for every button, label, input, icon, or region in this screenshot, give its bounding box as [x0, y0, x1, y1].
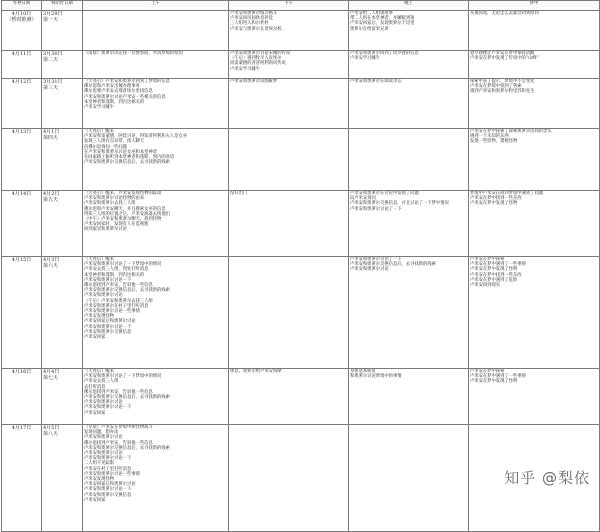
cell-line: 佛尔思找到卢米安，告诉他一些信息	[84, 440, 153, 446]
cell-outer-date	[2, 51, 42, 79]
cell-line: 卢米安和奥萝尔讨论一下	[84, 324, 132, 330]
cell-line: 第七天	[43, 375, 59, 381]
cell-line: 卢米安回房间休息补觉	[230, 16, 273, 22]
cell-line: 探索中获了提示，梦境中不会变化	[470, 79, 535, 84]
cell-line: 卢米安与奥萝尔在普埃尔校	[230, 26, 282, 32]
cell-afternoon	[229, 369, 349, 425]
cell-line: 卢米安去找三人组，到处打听消息	[84, 267, 149, 273]
header-afternoon: 下午	[229, 1, 349, 11]
cell-evening	[349, 79, 469, 129]
cell-line: 卢米安在梦中探索	[470, 369, 505, 374]
cell-line: （清晨）奥萝尔决定找一位警察间，弄清梦境的原因	[84, 51, 183, 56]
cell-line: 4月5日	[43, 425, 60, 431]
cell-afternoon	[229, 11, 349, 51]
table-row	[2, 191, 600, 257]
cell-outer-date	[2, 129, 42, 191]
cell-line: （中午）卢米安和奥萝尔聊天，找到怪物	[84, 217, 162, 223]
cell-line: 身体基本恢复	[350, 369, 376, 374]
cell-line: 卢米安和奥萝尔交换信息后，去寻找新的线索	[84, 160, 170, 166]
cell-morning	[83, 191, 229, 257]
cell-line: 和奥萝尔讨论梦境中的事情	[350, 374, 402, 380]
cell-line: 卢米安和奥萝尔交换信息后，去寻找新的线索	[350, 262, 436, 268]
cell-line: 卢米安去找三人组	[84, 379, 119, 385]
cell-line: 卢米安在梦中发现了传说中的“山峰”	[470, 56, 539, 62]
cell-line: 佛尔思和卢米安聊天，并且搜索女巫的信息	[84, 206, 166, 212]
cell-morning	[83, 11, 229, 51]
cell-line: 卢米安和奥萝尔交换信息后，去寻找新的线索	[84, 445, 170, 451]
cell-dream	[469, 11, 600, 51]
cell-inner-date	[42, 11, 83, 51]
cell-line: 第二天	[43, 57, 59, 63]
cell-outer-date	[2, 79, 42, 129]
cell-inner-date	[42, 257, 83, 369]
header-evening: 晚上	[349, 1, 469, 11]
cell-line: 梦境中卢米安在回到梦境中遇到了问题	[470, 191, 544, 196]
cell-line: 二人组不见踪影	[84, 461, 115, 467]
cell-line: 卢米安回家后，发现奥萝尔于房里	[350, 21, 415, 27]
header-outer-date: 外界日期	[2, 1, 42, 11]
cell-line: 佛尔思要卢米安去那普埃尔里找信息	[84, 89, 153, 95]
cell-line: 卢米安和奥萝尔练习格斗	[230, 11, 278, 16]
cell-line: 卢米安和奥萝尔讨论	[84, 400, 123, 406]
cell-afternoon	[229, 129, 349, 191]
cell-line: 三人组进入和尔杜村	[230, 21, 269, 27]
cell-line: 佛尔思找到卢米安，告诉他一些信息	[84, 389, 153, 395]
cell-line: 卢米安回家	[84, 410, 106, 416]
cell-line: 4月16日	[11, 369, 32, 375]
cell-line: 遇到一个未知的东西	[470, 134, 509, 140]
cell-line: 卢米安在梦中发现了怪物	[470, 267, 518, 273]
cell-outer-date	[2, 191, 42, 257]
cell-line: 同雷蒙德的普普阿利询问传说	[230, 61, 286, 67]
cell-morning	[83, 369, 229, 425]
cell-inner-date	[42, 425, 83, 532]
cell-line: 卢米安在梦中发现了怪物	[470, 379, 518, 385]
cell-afternoon	[229, 191, 349, 257]
cell-dream	[469, 79, 600, 129]
cell-line: 卢米安和奥萝尔交换信息后，去寻找新的线索	[84, 288, 170, 294]
cell-line: 带二人组在本堂神者，并睡眠到领	[350, 16, 415, 22]
cell-dream	[469, 129, 600, 191]
cell-inner-date	[42, 129, 83, 191]
cell-line: 卢米安和奥萝尔讨论了一下梦境中的情况	[84, 374, 162, 380]
cell-line: 第八天	[43, 431, 59, 437]
cell-morning	[83, 129, 229, 191]
cell-line: 卢米安和奥萝尔讨论一下	[84, 405, 132, 411]
cell-line: 第一天	[43, 17, 59, 23]
cell-line: 4月14日	[11, 191, 32, 197]
cell-line: 奥萝尔在给富米兄讲	[350, 26, 389, 32]
table-header	[2, 1, 600, 11]
cell-afternoon	[229, 79, 349, 129]
cell-line: 回到家里和奥萝尔讨论	[84, 227, 127, 233]
cell-evening	[349, 129, 469, 191]
cell-dream	[469, 257, 600, 369]
cell-line: 卢米安和奥萝尔在村子里打听消息	[84, 303, 149, 309]
cell-line: 没有出门	[230, 191, 248, 196]
cell-line: 卢米安和奥萝尔回到了问罗狸的信息	[350, 51, 419, 56]
table-row	[2, 129, 600, 191]
cell-line: 向佛尔思询问一些问题	[84, 144, 127, 150]
cell-morning	[83, 257, 229, 369]
cell-line: 4月1日	[43, 129, 60, 135]
cell-line: 3月31日	[43, 79, 63, 85]
cell-line: 第五天	[43, 197, 59, 203]
cell-inner-date	[42, 79, 83, 129]
cell-line: 4月4日	[43, 369, 60, 375]
header-inner-date: 祠尔杜日期	[42, 1, 83, 11]
cell-line: 4月3日	[43, 257, 60, 263]
cell-line: 卢米安发现怪物	[84, 477, 115, 483]
cell-line: 卢米安和奥萝尔交换信息后，去寻找新的线索	[84, 395, 170, 401]
cell-evening	[349, 191, 469, 257]
cell-line: 卢米安和奥萝尔讨论卢米安一些相关的信息	[84, 94, 166, 100]
cell-line: 第六天	[43, 263, 59, 269]
cell-line: 灰雾弥漫，无论怎么去都会回到原同	[470, 11, 539, 16]
cell-line: 卢米安回家时，发现有人在监视他	[84, 222, 149, 228]
cell-inner-date	[42, 51, 83, 79]
cell-line: 卢米安和奥萝尔试图解梦	[230, 79, 278, 84]
cell-line: 本堂神者和蓬斯，到内达相关的	[84, 272, 145, 278]
cell-line: 卢米安和奥萝尔讨论	[84, 293, 123, 299]
cell-line: 第三天	[43, 85, 59, 91]
cell-line: 卢米安和雷蒙德、阿娃讨论，得知普阿利和夫人是女巫	[84, 134, 188, 140]
cell-line: 卢米安和奥萝尔讨论一下	[84, 487, 132, 493]
cell-line: （午后）卢米安和奥萝尔去找三人组	[84, 298, 153, 304]
cell-line: 3月30日	[43, 51, 63, 57]
cell-line: 卢米安学习睡牛	[350, 56, 381, 62]
cell-line: 卢米安在梦中遇到了一些事情	[470, 374, 526, 380]
cell-line: 卢米安和奥萝尔讨论	[350, 267, 389, 273]
cell-line: 卢米安在梦中遇到了一些事情	[470, 262, 526, 268]
cell-line: 卢米安和奥萝尔交换信息	[84, 492, 132, 498]
cell-dream	[469, 51, 600, 79]
cell-line: （天亮后）醒来，卢米安发现怪物的踪迹	[84, 191, 162, 196]
cell-line: 卢米安回家	[84, 335, 106, 341]
watermark: 知乎 @梨依	[504, 469, 590, 487]
cell-line: 在回家路上偷听到本堂神者和蓬斯，到内的对话	[84, 155, 175, 161]
cell-line: 本堂神者和蓬斯，到内达相关的	[84, 99, 145, 105]
cell-line: 卢米安和奥萝尔交换信息	[84, 329, 132, 335]
table-body	[2, 11, 600, 532]
cell-line: 得知三人组的位置之后，卢米安准备去找他们	[84, 211, 170, 217]
cell-line: 卢米安回到现实	[470, 283, 501, 289]
cell-line: 3月29日	[43, 11, 63, 17]
cell-afternoon	[229, 425, 349, 532]
cell-line: 卢米安学习睡牛	[230, 66, 261, 72]
cell-line: 卢米安和奥萝尔讨论一些事情	[84, 471, 140, 477]
cell-outer-date	[2, 11, 42, 51]
cell-line: （午后）遇到牧羊人皮埃尔	[230, 56, 282, 62]
cell-line: 发现一些怪物，猎枪怪物	[470, 139, 518, 145]
cell-dream	[469, 191, 600, 257]
cell-line: 卢米安和奥萝尔交换信息，并且讨论了一下梦中情况	[350, 201, 449, 207]
cell-line: 卢米安和奥萝尔讨论怪物的由来	[84, 196, 145, 202]
cell-line: 卢米安和奥萝尔讨论了一下梦境中的情况	[84, 262, 162, 268]
cell-evening	[349, 369, 469, 425]
cell-inner-date	[42, 191, 83, 257]
cell-line: 卢米安回家	[84, 497, 106, 503]
cell-line: 4月10日	[11, 11, 32, 17]
cell-line: 卢米安在梦中发现了怪物	[470, 201, 518, 207]
cell-line: 卢米安和奥萝尔讨论宋刚的传说	[230, 51, 291, 56]
cell-line: 卢米安和奥萝尔讨论了一下	[350, 257, 402, 262]
cell-line: （天亮后）醒来	[84, 369, 115, 374]
cell-line: 卢米安在村子里打听消息	[84, 466, 132, 472]
cell-evening	[349, 257, 469, 369]
cell-line: 向卢米安询问	[350, 196, 376, 202]
cell-line: 休息，奥萝尔给卢米安按摩	[230, 369, 282, 374]
table-row	[2, 257, 600, 369]
cell-evening	[349, 425, 469, 532]
cell-line: 卢米安和奥萝尔讨论一下	[84, 456, 132, 462]
cell-line: 卢米安在梦中遇到了危险	[470, 277, 518, 283]
cell-line: 去打听消息	[84, 384, 106, 390]
cell-line: 卢米安在梦中找到一些东西	[470, 196, 522, 202]
cell-line: 4月13日	[11, 129, 32, 135]
cell-line: 卢米安在梦中找到一些东西	[470, 272, 522, 278]
cell-line: 佛尔思和卢米安出城办理事务	[84, 84, 140, 90]
table-row	[2, 369, 600, 425]
cell-line: 4月17日	[11, 425, 32, 431]
cell-line: 4月12日	[11, 79, 32, 85]
cell-line: 卢米安和奥萝尔去找三人组	[84, 201, 136, 207]
cell-morning	[83, 79, 229, 129]
table-row	[2, 51, 600, 79]
cell-line: （暂时推测）	[6, 17, 37, 23]
cell-line: 卢米安和奥萝尔讨论一些事情	[84, 309, 140, 315]
cell-line: 遇到卢米安和奥萝尔和里苏和先生	[470, 89, 535, 95]
cell-line: 4月11日	[11, 51, 32, 57]
cell-line: 4月2日	[43, 191, 60, 197]
cell-line: 卢米安和奥萝尔讨论一下	[84, 277, 132, 283]
cell-line: 卢米安和奥萝尔在阅读杂志	[350, 79, 402, 84]
cell-evening	[349, 11, 469, 51]
cell-line: （天亮后）醒来	[84, 129, 115, 134]
cell-line: 卢米安发现怪物	[84, 314, 115, 320]
cell-line: 4月15日	[11, 257, 32, 263]
cell-afternoon	[229, 257, 349, 369]
cell-line: 卢米安回家后和奥萝尔讨论	[84, 482, 136, 488]
cell-outer-date	[2, 369, 42, 425]
cell-line: 卢米安回家后和奥萝尔讨论	[84, 319, 136, 325]
cell-line: 第四天	[43, 135, 59, 141]
cell-line: 卢米安学习睡牛	[84, 105, 115, 111]
cell-line: 佛尔思找到卢米安，告诉他一些信息	[84, 283, 153, 289]
header-morning: 上午	[83, 1, 229, 11]
schedule-table	[1, 0, 600, 532]
header-dream: 梦中	[469, 1, 600, 11]
cell-morning	[83, 51, 229, 79]
cell-line: 发现问题，想办法	[84, 430, 119, 436]
cell-line: （天亮后）卢米安和奥萝尔回到了梦境的信息	[84, 79, 170, 84]
cell-evening	[349, 51, 469, 79]
cell-afternoon	[229, 51, 349, 79]
header-row	[2, 1, 600, 11]
cell-outer-date	[2, 425, 42, 532]
cell-outer-date	[2, 257, 42, 369]
cell-line: （早晨）卢米安在梦境中和怪物战斗	[84, 425, 153, 430]
cell-line: 卢米安和奥萝尔讨论	[84, 451, 123, 457]
cell-line: 猎罗狸楼让卢米安在梦中保持清醒	[470, 51, 535, 56]
cell-morning	[83, 425, 229, 532]
cell-line: 卢米安和奥萝尔讨论	[84, 435, 123, 441]
table-row	[2, 11, 600, 51]
cell-line: 卢米安在梦境中找到了鲁索	[470, 84, 522, 90]
cell-inner-date	[42, 369, 83, 425]
cell-line: 卢米安和奥萝尔在讨论中发现了问题	[350, 191, 419, 196]
cell-line: 卢米安在梦中探索了探索奥萝尔房间的念头	[470, 129, 552, 134]
cell-line: 卢米安在梦中探索	[470, 257, 505, 262]
cell-line: （天亮后）醒来	[84, 257, 115, 262]
cell-dream	[469, 369, 600, 425]
cell-line: 卢米安和奥萝尔讨论了一下	[350, 206, 402, 212]
cell-line: 在卢米安和奥萝尔讨论女巫和本堂神者	[84, 149, 158, 155]
cell-line: 卢米安给二人组谈故事	[350, 11, 393, 16]
cell-line: 发现三人组有点异常，找人聊天	[84, 139, 145, 145]
table-row	[2, 79, 600, 129]
